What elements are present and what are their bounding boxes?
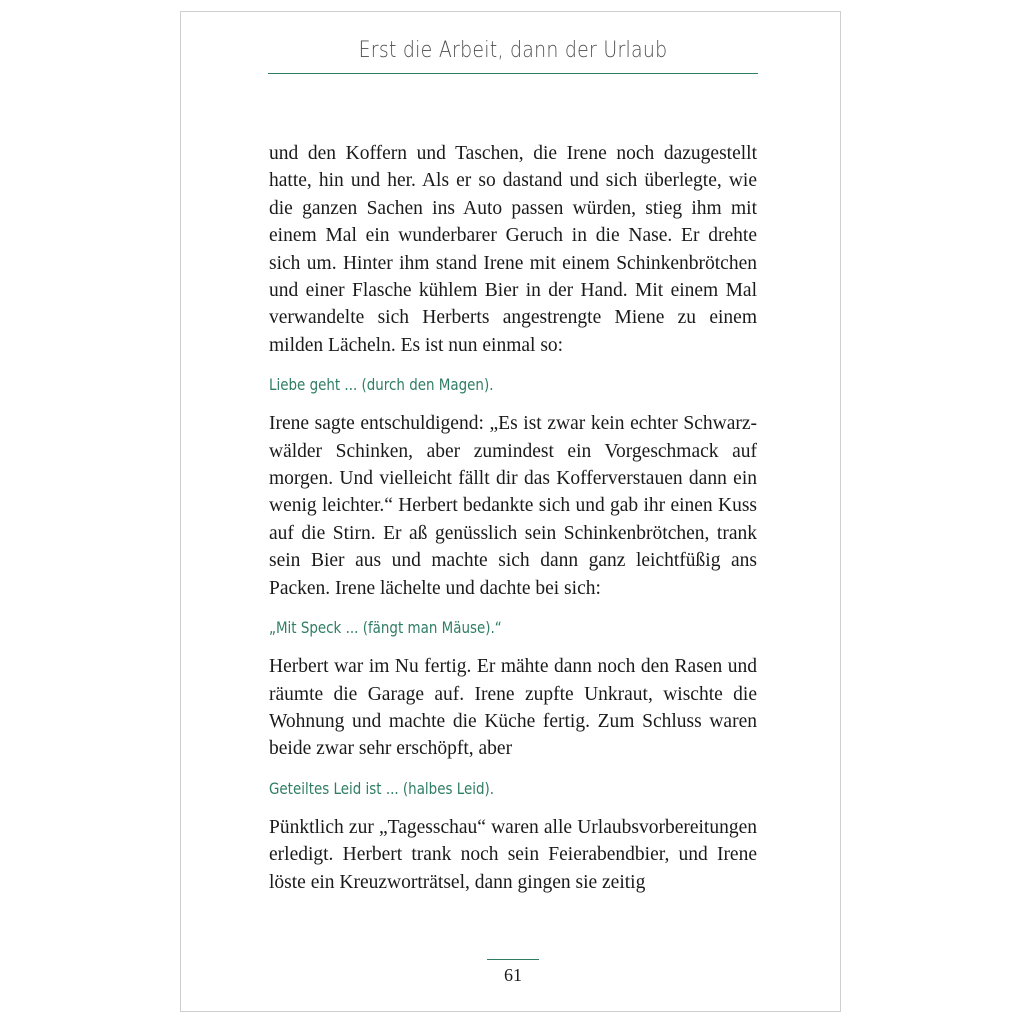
proverb: Geteiltes Leid ist ... (halbes Leid). xyxy=(269,778,495,798)
header-rule xyxy=(268,73,758,74)
page-number-rule xyxy=(487,959,539,960)
proverb: Liebe geht ... (durch den Magen). xyxy=(269,375,494,395)
body-text xyxy=(269,140,757,896)
paragraph: Pünktlich zur „Tagesschau“ waren alle Urlaubsvorbereitungen erledigt. Herbert trank noch sein Feierabendbier, und Irene löste ein Kreuzworträtsel, dann gingen sie zeitig xyxy=(269,816,757,893)
page-number: 61 xyxy=(504,965,522,985)
paragraph: Herbert war im Nu fertig. Er mähte dann noch den Rasen und räumte die Garage auf. Irene zupfte Unkraut, wischte die Wohnung und machte die Küche fertig. Zum Schluss waren beide zwar sehr erschöpft, aber xyxy=(269,656,757,760)
proverb: „Mit Speck ... (fängt man Mäuse).“ xyxy=(269,618,502,638)
running-head: Erst die Arbeit, dann der Urlaub xyxy=(358,38,668,63)
book-page xyxy=(180,11,841,1012)
paragraph: und den Koffern und Taschen, die Irene noch dazugestellt hatte, hin und her. Als er so dastand und sich überlegte, wie die ganzen Sachen ins Auto passen würden, stieg ihm mit einem Mal ein wunderbarer Geruch in die Nase. Er drehte sich um. Hinter ihm stand Irene mit einem Schinkenbrötchen und einer Flasche kühlem Bier in der Hand. Mit einem Mal verwandelte sich Herberts angestrengte Miene zu einem milden Lächeln. Es ist nun einmal so: xyxy=(269,143,757,356)
paragraph: Irene sagte entschuldigend: „Es ist zwar kein echter Schwarzwälder Schinken, aber zumindest ein Vorgeschmack auf morgen. Und vielleicht fällt dir das Kofferverstauen dann ein wenig leichter.“ Herbert bedankte sich und gab ihr einen Kuss auf die Stirn. Er aß genüsslich sein Schinkenbrötchen, trank sein Bier aus und machte sich dann ganz leichtfüßig ans Packen. Irene lächelte und dachte bei sich: xyxy=(269,413,757,599)
